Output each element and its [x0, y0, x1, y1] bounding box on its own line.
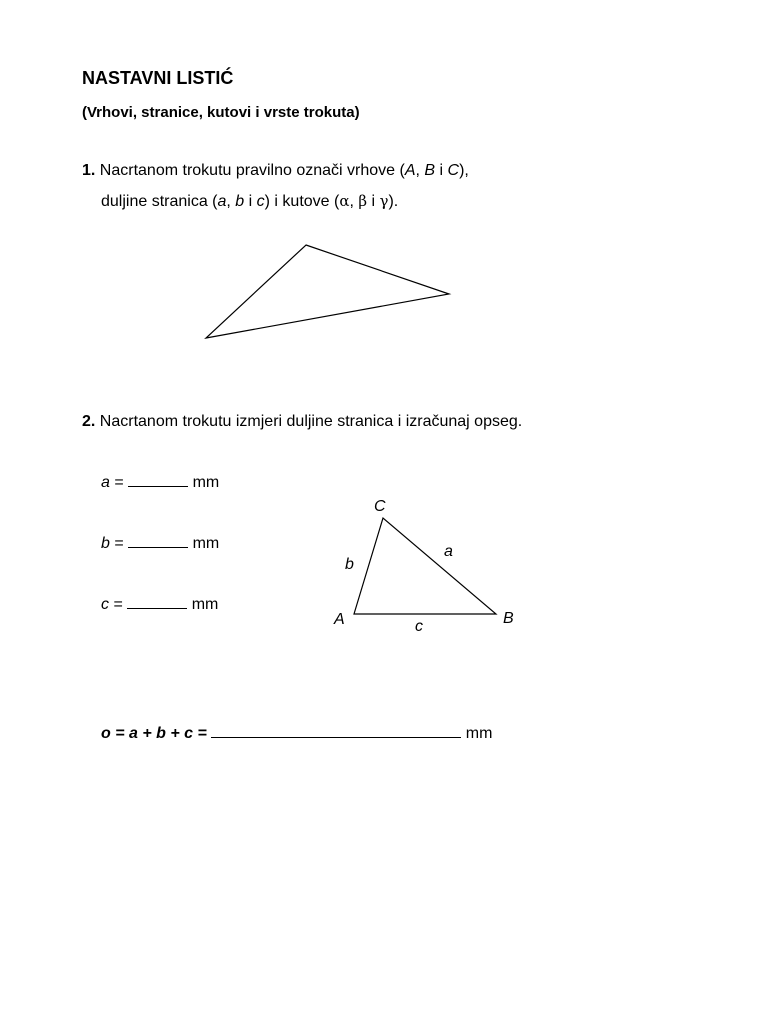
separator: ,: [226, 193, 236, 210]
measure-row-a: [101, 472, 219, 492]
task2-triangle: [354, 518, 496, 614]
separator: ,: [349, 193, 359, 210]
answer-blank-c[interactable]: [127, 594, 187, 609]
measure-var-a: a: [101, 474, 110, 491]
conjunction: i: [435, 162, 448, 179]
equals-sign: =: [109, 535, 129, 552]
figure-side-a: a: [444, 543, 453, 560]
separator: ,: [415, 162, 425, 179]
vertex-label-B: B: [424, 162, 436, 179]
perimeter-formula: o = a + b + c =: [101, 725, 207, 742]
side-label-c: c: [256, 193, 265, 210]
task2-line: [82, 413, 522, 431]
vertex-label-C: C: [447, 162, 460, 179]
equals-sign: =: [109, 596, 128, 613]
perimeter-answer-blank[interactable]: [211, 723, 461, 738]
equals-sign: =: [109, 474, 129, 491]
unit-mm: mm: [192, 535, 220, 552]
measure-var-b: b: [101, 535, 110, 552]
unit-mm: mm: [191, 596, 219, 613]
figure-side-b: b: [345, 556, 354, 573]
worksheet-subtitle: (Vrhovi, stranice, kutovi i vrste trokuta): [82, 104, 360, 121]
answer-blank-a[interactable]: [128, 472, 188, 487]
side-label-a: a: [217, 193, 227, 210]
figure-side-c: c: [415, 618, 423, 635]
closing: ).: [388, 193, 399, 210]
task1-line2: [101, 192, 398, 211]
conjunction: i: [244, 193, 257, 210]
angle-alpha: α: [339, 192, 350, 210]
task1-line1: [82, 162, 469, 180]
figure-vertex-B: B: [503, 610, 514, 627]
perimeter-unit: mm: [465, 725, 493, 742]
measure-row-c: [101, 594, 218, 614]
angle-beta: β: [358, 192, 368, 210]
conjunction: i: [367, 193, 380, 210]
unit-mm: mm: [192, 474, 220, 491]
side-label-b: b: [235, 193, 245, 210]
figure-vertex-A: A: [334, 611, 345, 628]
figure-vertex-C: C: [374, 498, 386, 515]
angle-gamma: γ: [379, 192, 389, 210]
answer-blank-b[interactable]: [128, 533, 188, 548]
task1-number: 1.: [82, 162, 96, 179]
task2-text: Nacrtanom trokutu izmjeri duljine stranica i izračunaj opseg.: [99, 413, 523, 430]
closing: ),: [459, 162, 469, 179]
task2-number: 2.: [82, 413, 96, 430]
task1-line2-text: duljine stranica (: [101, 193, 218, 210]
task1-text: Nacrtanom trokutu pravilno označi vrhove (: [99, 162, 405, 179]
task1-triangle: [206, 245, 449, 338]
perimeter-row: [101, 723, 492, 743]
angles-intro: ) i kutove (: [264, 193, 340, 210]
measure-row-b: [101, 533, 219, 553]
measure-var-c: c: [101, 596, 109, 613]
vertex-label-A: A: [404, 162, 416, 179]
worksheet-title: NASTAVNI LISTIĆ: [82, 68, 234, 88]
